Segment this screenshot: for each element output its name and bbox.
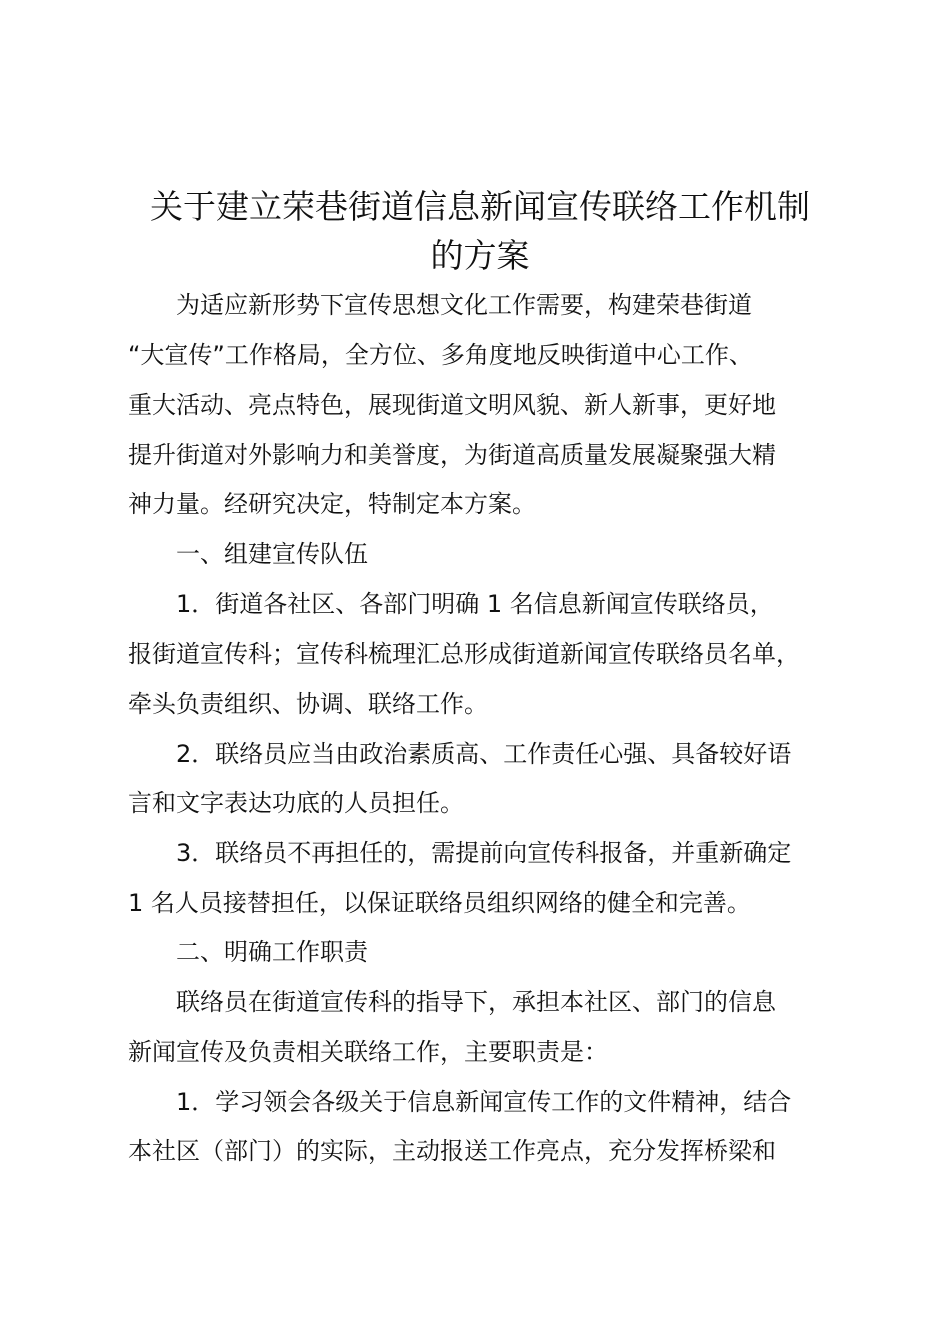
paragraph-line: 1 名人员接替担任，以保证联络员组织网络的健全和完善。 (128, 889, 751, 917)
paragraph-line: 本社区（部门）的实际，主动报送工作亮点，充分发挥桥梁和 (128, 1137, 776, 1165)
paragraph-line: 新闻宣传及负责相关联络工作，主要职责是： (128, 1038, 608, 1066)
section-heading: 一、组建宣传队伍 (176, 540, 368, 568)
paragraph-line: 1．街道各社区、各部门明确 1 名信息新闻宣传联络员， (176, 590, 774, 618)
paragraph-line: 联络员在街道宣传科的指导下，承担本社区、部门的信息 (176, 988, 776, 1016)
paragraph-line: 为适应新形势下宣传思想文化工作需要，构建荣巷街道 (176, 291, 752, 319)
paragraph-line: 神力量。经研究决定，特制定本方案。 (128, 490, 536, 518)
paragraph-line: 3．联络员不再担任的，需提前向宣传科报备，并重新确定 (176, 839, 792, 867)
paragraph-line: 牵头负责组织、协调、联络工作。 (128, 690, 488, 718)
paragraph-line: “大宣传”工作格局，全方位、多角度地反映街道中心工作、 (128, 341, 753, 369)
document-title-line-1: 关于建立荣巷街道信息新闻宣传联络工作机制 (150, 187, 810, 226)
paragraph-line: 1．学习领会各级关于信息新闻宣传工作的文件精神，结合 (176, 1088, 792, 1116)
paragraph-line: 提升街道对外影响力和美誉度，为街道高质量发展凝聚强大精 (128, 441, 776, 469)
section-heading: 二、明确工作职责 (176, 938, 368, 966)
paragraph-line: 报街道宣传科；宣传科梳理汇总形成街道新闻宣传联络员名单， (128, 640, 800, 668)
paragraph-line: 重大活动、亮点特色，展现街道文明风貌、新人新事，更好地 (128, 391, 776, 419)
paragraph-line: 言和文字表达功底的人员担任。 (128, 789, 464, 817)
document-title-line-2: 的方案 (430, 236, 530, 275)
paragraph-line: 2．联络员应当由政治素质高、工作责任心强、具备较好语 (176, 740, 792, 768)
